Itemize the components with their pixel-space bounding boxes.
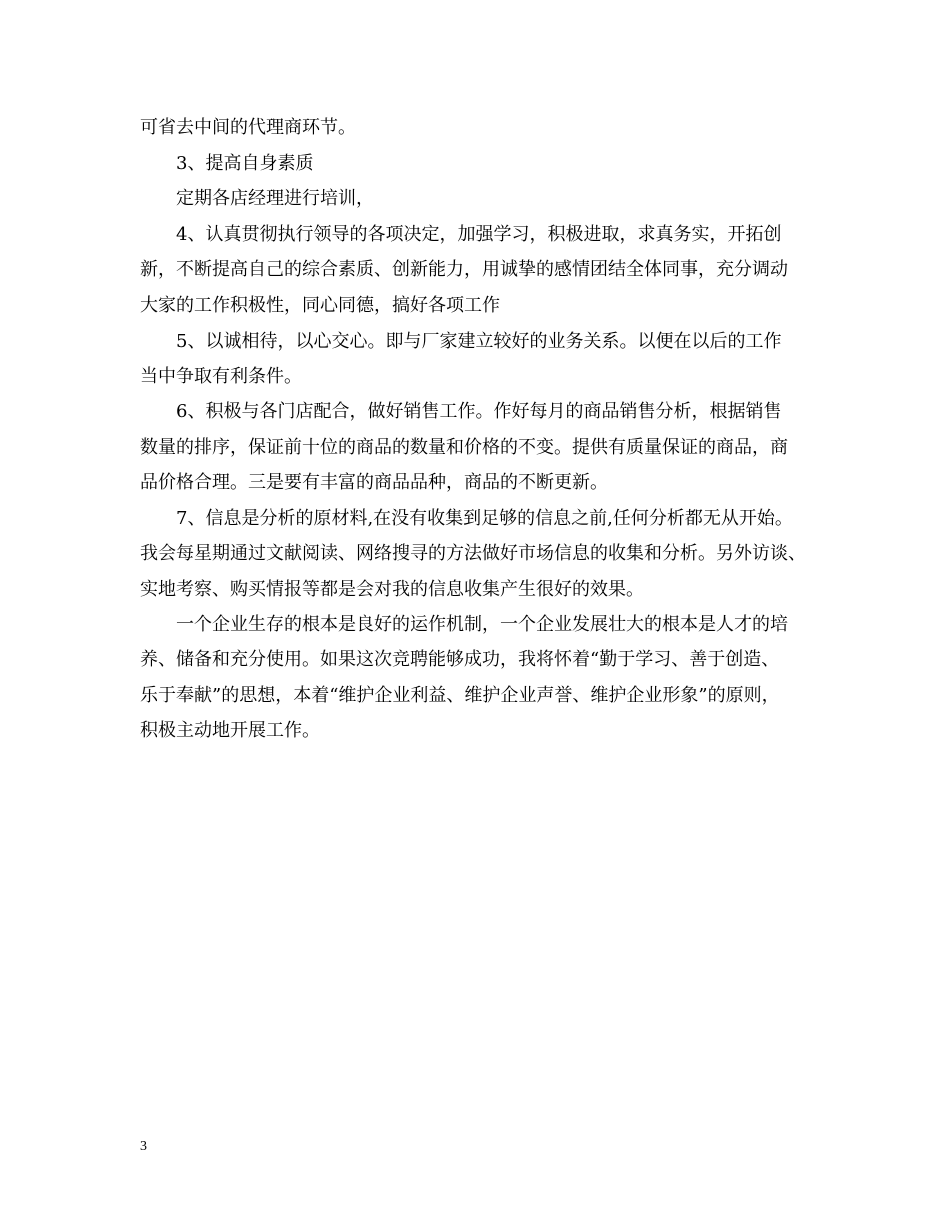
- text-line: 大家的工作积极性，同心同德，搞好各项工作: [140, 295, 500, 316]
- page-number: 3: [140, 1139, 147, 1154]
- text-line: 数量的排序，保证前十位的商品的数量和价格的不变。提供有质量保证的商品，商: [140, 437, 788, 458]
- text-line: 养、储备和充分使用。如果这次竞聘能够成功，我将怀着“勤于学习、善于创造、: [140, 649, 780, 670]
- text-line: 新，不断提高自己的综合素质、创新能力，用诚挚的感情团结全体同事，充分调动: [140, 259, 788, 280]
- text-line: 乐于奉献”的思想，本着“维护企业利益、维护企业声誉、维护企业形象”的原则，: [140, 685, 780, 706]
- text-line: 3、提高自身素质: [176, 153, 314, 174]
- text-line: 6、积极与各门店配合，做好销售工作。作好每月的商品销售分析，根据销售: [176, 401, 782, 422]
- text-line: 7、信息是分析的原材料,在没有收集到足够的信息之前,任何分析都无从开始。: [176, 508, 793, 529]
- text-line: 当中争取有利条件。: [140, 366, 302, 387]
- text-line: 品价格合理。三是要有丰富的商品品种，商品的不断更新。: [140, 472, 608, 493]
- text-line: 我会每星期通过文献阅读、网络搜寻的方法做好市场信息的收集和分析。另外访谈、: [140, 543, 806, 564]
- text-line: 积极主动地开展工作。: [140, 720, 320, 741]
- text-line: 定期各店经理进行培训，: [176, 188, 374, 209]
- text-line: 可省去中间的代理商环节。: [140, 117, 356, 138]
- text-line: 一个企业生存的根本是良好的运作机制，一个企业发展壮大的根本是人才的培: [176, 614, 788, 635]
- text-line: 5、以诚相待，以心交心。即与厂家建立较好的业务关系。以便在以后的工作: [176, 331, 782, 352]
- text-line: 4、认真贯彻执行领导的各项决定，加强学习，积极进取，求真务实，开拓创: [176, 224, 782, 245]
- text-line: 实地考察、购买情报等都是会对我的信息收集产生很好的效果。: [140, 579, 644, 600]
